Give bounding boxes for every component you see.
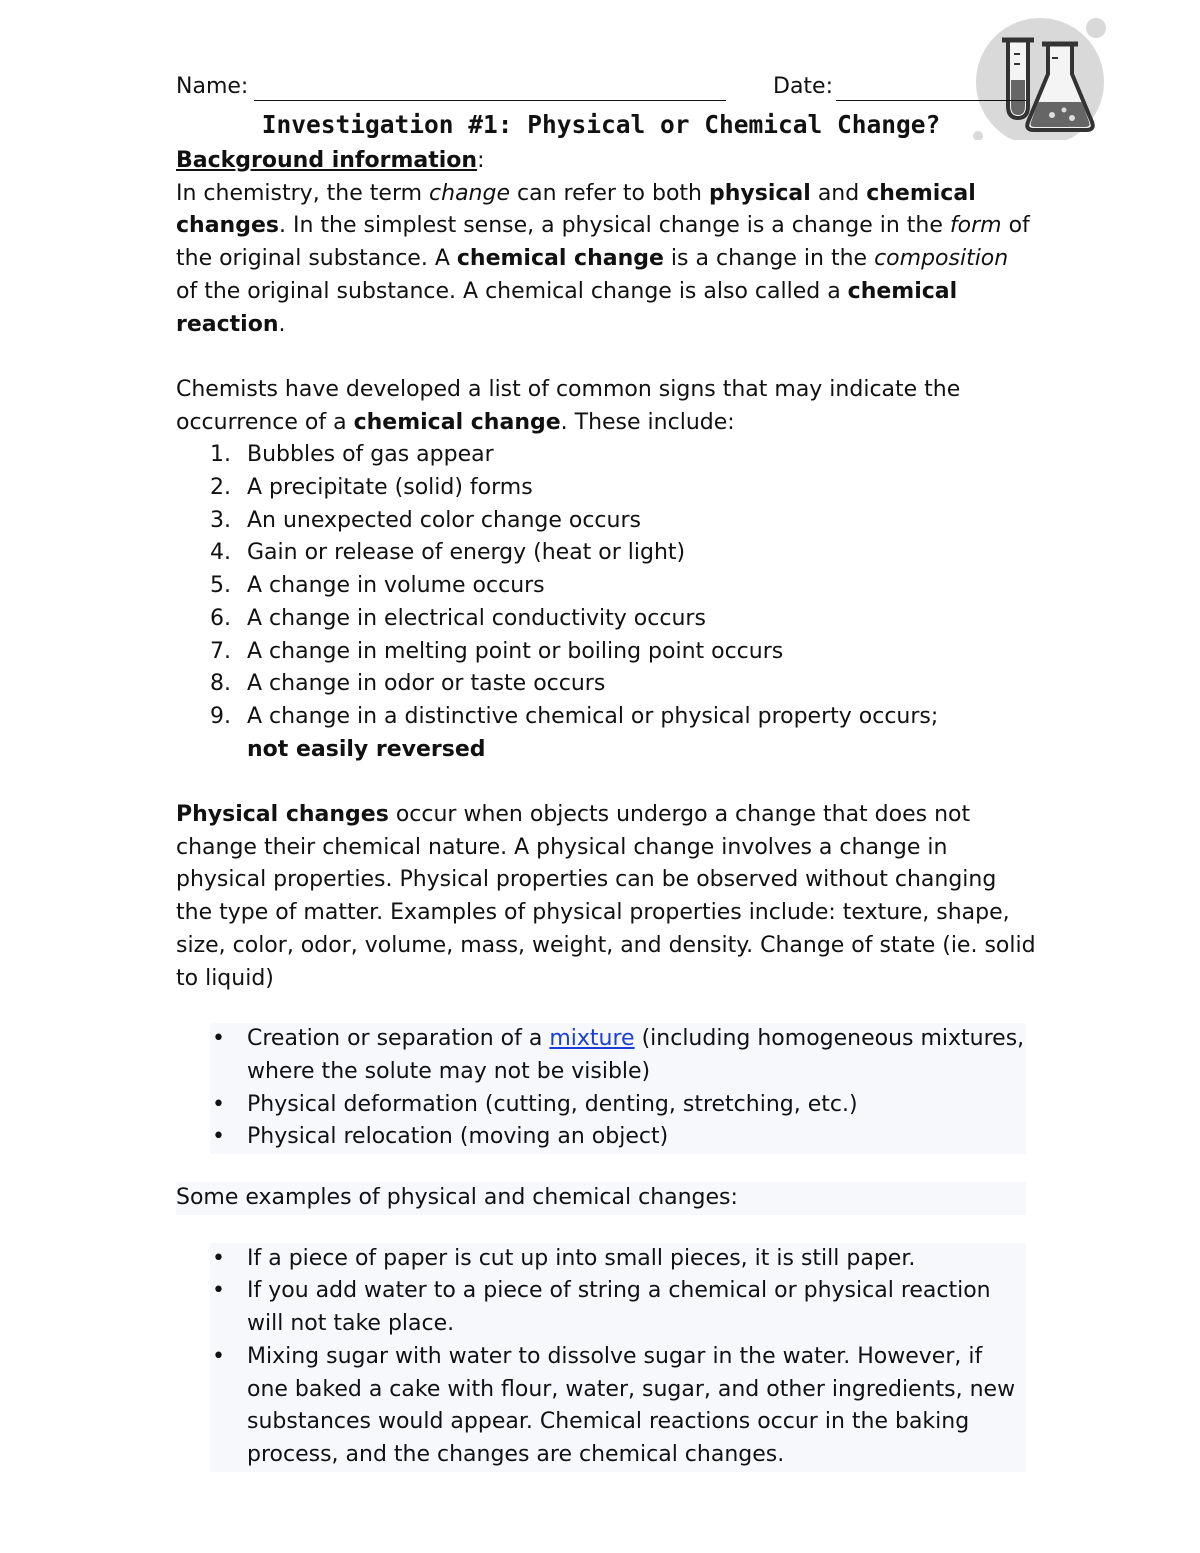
physical-examples-list xyxy=(210,1023,1026,1154)
list-item: • Creation or separation of a mixture (including homogeneous mixtures, where the solute may not be visible) xyxy=(212,1026,1025,1084)
list-item: 2. A precipitate (solid) forms xyxy=(210,475,533,501)
list-item: 4. Gain or release of energy (heat or light) xyxy=(210,540,686,566)
list-item: 5. A change in volume occurs xyxy=(210,573,545,599)
date-label: Date: xyxy=(773,74,833,99)
list-item: 6. A change in electrical conductivity occurs xyxy=(210,605,706,631)
list-item: • Physical relocation (moving an object) xyxy=(212,1124,669,1150)
examples-intro: Some examples of physical and chemical changes: xyxy=(176,1182,1026,1215)
page-title: Investigation #1: Physical or Chemical Change? xyxy=(261,110,941,139)
signs-intro: Chemists have developed a list of common signs that may indicate the occurrence of a chemical change. These include: xyxy=(176,376,961,435)
list-item: 8. A change in odor or taste occurs xyxy=(210,671,606,697)
list-item: 1. Bubbles of gas appear xyxy=(210,442,494,468)
signs-list xyxy=(176,439,1036,766)
list-item: 9. A change in a distinctive chemical or physical property occurs; not easily reversed xyxy=(210,703,939,762)
date-field[interactable] xyxy=(836,100,1026,101)
background-heading: Background information: xyxy=(176,148,485,173)
list-item: • Physical deformation (cutting, denting, stretching, etc.) xyxy=(212,1091,858,1117)
list-item: 3. An unexpected color change occurs xyxy=(210,507,641,533)
list-item: • Mixing sugar with water to dissolve sugar in the water. However, if one baked a cake with flour, water, sugar, and other ingredients, new substances would appear. Chemical reactions occur in the baking process, and the changes are chemical changes. xyxy=(212,1343,1016,1467)
list-item: • If a piece of paper is cut up into small pieces, it is still paper. xyxy=(212,1245,916,1271)
name-label: Name: xyxy=(176,74,249,99)
background-label: Background information xyxy=(176,148,478,173)
examples-list xyxy=(210,1243,1026,1472)
header xyxy=(176,74,1026,108)
physical-changes-paragraph: Physical changes occur when objects undergo a change that does not change their chemical nature. A physical change involves a change in physical properties. Physical properties can be observed without changing the type of matter. Examples of physical properties include: texture, shape, size, color, odor, volume, mass, weight, and density. Change of state (ie. solid to liquid) xyxy=(176,802,1036,991)
background-paragraph: In chemistry, the term change can refer to both physical and chemical changes. In the simplest sense, a physical change is a change in the form of the original substance. A chemical change is a change in the composition of the original substance. A chemical change is also called a chemical reaction. xyxy=(176,180,1030,337)
list-item: • If you add water to a piece of string a chemical or physical reaction will not take place. xyxy=(212,1278,991,1337)
mixture-link[interactable]: mixture xyxy=(549,1026,635,1052)
list-item: 7. A change in melting point or boiling point occurs xyxy=(210,638,784,664)
name-field[interactable] xyxy=(254,100,726,101)
document-body xyxy=(176,145,1036,1472)
